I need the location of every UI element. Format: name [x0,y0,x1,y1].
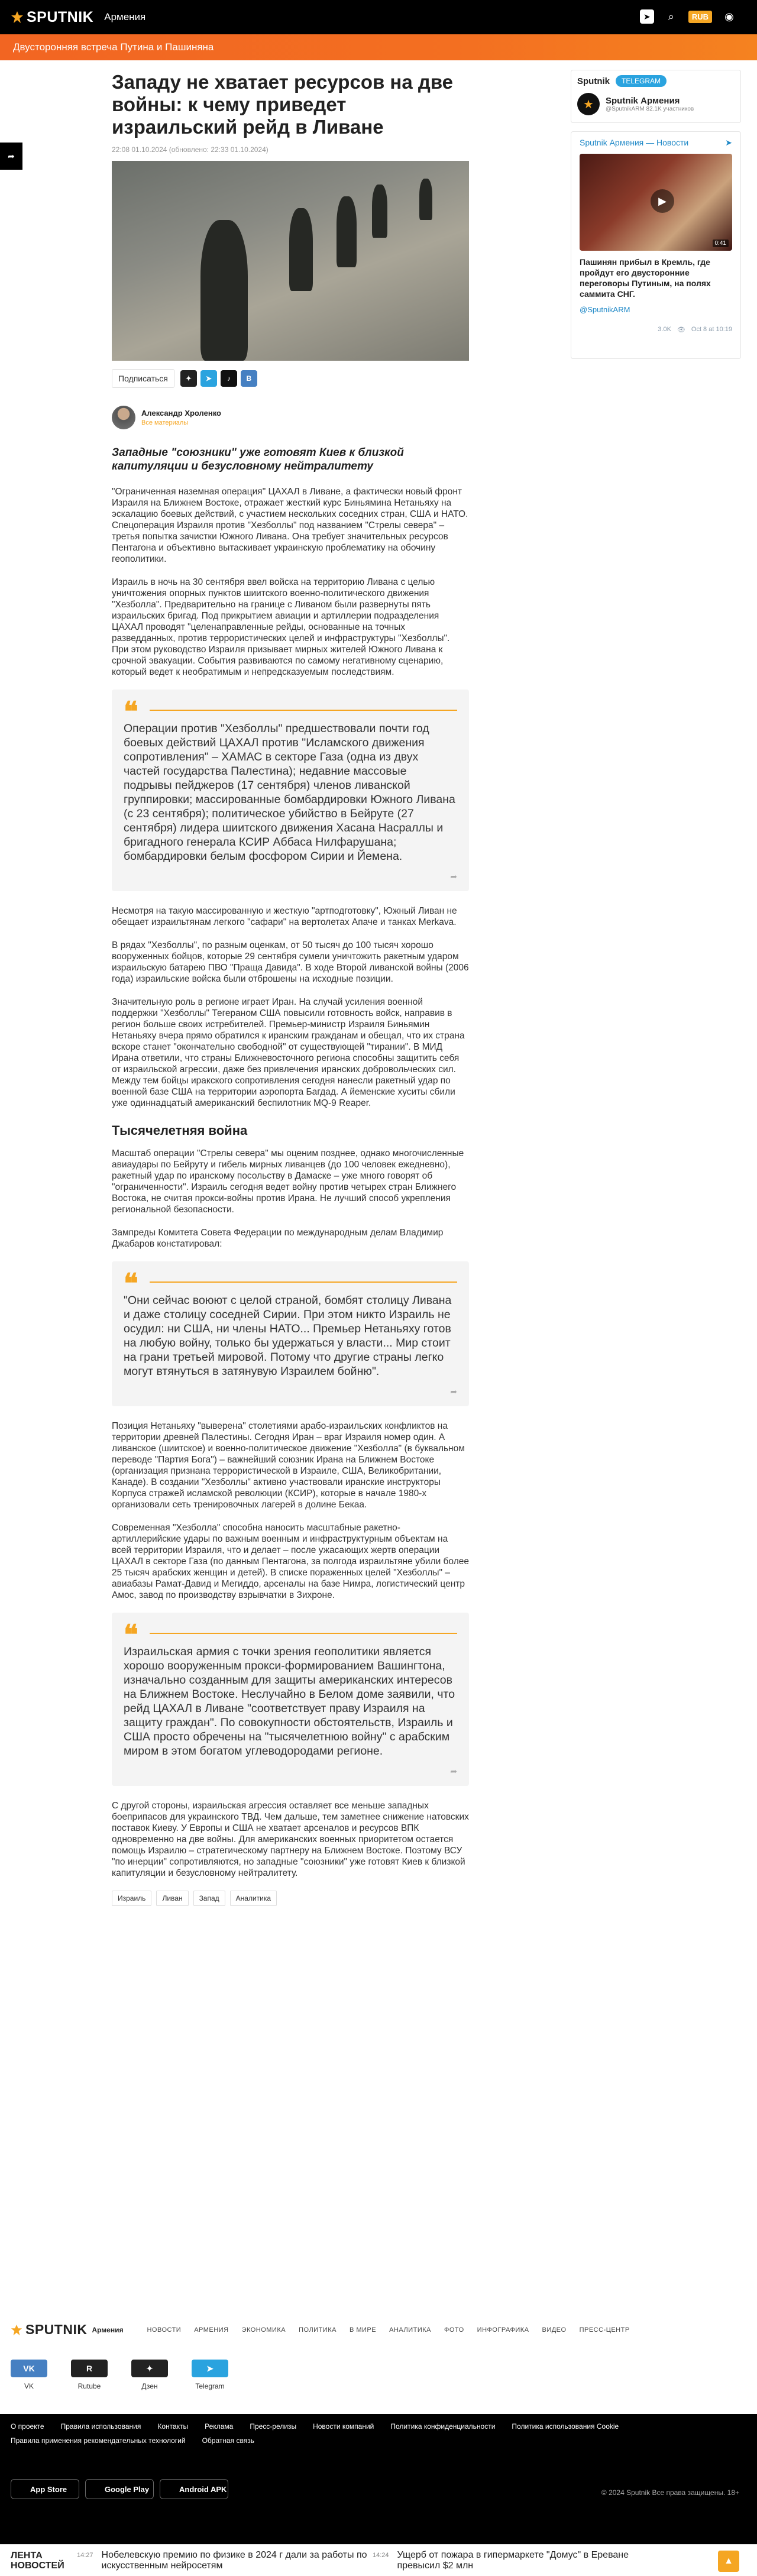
tag[interactable]: Аналитика [230,1891,277,1906]
footer-link[interactable]: Реклама [205,2422,234,2431]
user-icon[interactable]: ◉ [724,10,734,22]
footer-link[interactable]: Обратная связь [202,2436,254,2445]
footer-menu-item[interactable]: НОВОСТИ [147,2326,182,2334]
channel-subscribers: @SputnikARM 82.1K участников [606,106,694,112]
feed-video[interactable] [580,154,732,251]
app-rutube[interactable]: R Rutube [71,2360,108,2390]
footer-link[interactable]: Политика конфиденциальности [390,2422,496,2431]
telegram-feed-widget [571,131,741,359]
author-name[interactable]: Александр Хроленко [141,409,221,418]
sputnik-logo[interactable]: SPUTNIK [11,9,93,26]
paragraph: Значительную роль в регионе играет Иран. На случай усиления военной поддержки "Хезболлы" Тегераном США повысили готовность войск, направив в регион больше своих истребителей. Премьер-министр Израиля Биньямин Нетаньяху вчера прямо обратился к иранским гражданам и обещал, что их страна вскоре станет "окончательно свободной" от существующей "тирании". В МИД Ирана ответили, что страны Ближневосточного региона способны защитить себя от израильской агрессии, даже без привлечения иранских добровольческих сил. Между тем бойцы иракского сопротивления сегодня нанесли ракетный удар по военной базе США на территории аэропорта Багдад. А йеменские хуситы сбили уже одиннадцатый американский беспилотник MQ-9 Reaper. [112,997,465,1108]
paragraph: Масштаб операции "Стрелы севера" мы оценим позднее, однако многочисленные авиаудары по Бейруту и гибель мирных ливанцев (до 100 человек ежедневно), ракетный удар по иранскому посольству в Дамаске – уже много говорят об "ограниченности". Израиль сегодня ведет войну против четырех стран Ближнего Востока, не считая прокси-войны против Ирана. Не лучший способ укрепления региональной безопасности. [112,1148,464,1215]
channel-avatar: ★ [577,93,600,115]
tag[interactable]: Запад [193,1891,225,1906]
widget-brand: Sputnik [577,76,610,86]
video-duration: 0:41 [713,240,729,247]
footer-link[interactable]: Пресс-релизы [250,2422,297,2431]
dzen-icon[interactable]: ✦ [180,370,197,387]
paragraph: Несмотря на такую массированную и жесткую "артподготовку", Южный Ливан не обещает израильтянам легкого "сафари" на вертолетах Апаче и танках Merkava. [112,906,457,927]
paragraph: Зампреды Комитета Совета Федерации по международным делам Владимир Джабаров констатировал: [112,1228,444,1249]
copyright: © 2024 Sputnik Все права защищены. 18+ [601,2488,739,2497]
section-heading: Тысячелетняя война [112,1123,248,1138]
footer-link[interactable]: Политика использования Cookie [512,2422,619,2431]
views-count: 3.0K [658,326,671,333]
author-block[interactable] [112,406,469,429]
ticker-item[interactable]: 14:24 Ущерб от пожара в гипермаркете "Домус" в Ереване превысил $2 млн [373,2549,629,2571]
app-store-badge[interactable]: App Store [11,2479,79,2499]
app-dzen[interactable]: ✦ Дзен [131,2360,168,2390]
tag[interactable]: Израиль [112,1891,151,1906]
post-time[interactable]: Oct 8 at 10:19 [691,326,732,333]
tag-list [112,1891,469,1906]
paragraph: "Ограниченная наземная операция" ЦАХАЛ в Ливане, а фактически новый фронт Израиля на Ближнем Востоке, отражает жесткий курс Биньямина Нетаньяху на эскалацию боевых действий, с участием нескольких соседних стран, США и НАТО. Спецоперация Израиля против "Хезболлы" под названием "Стрелы севера" – третья попытка зачистки Южного Ливана. Она требует значительных ресурсов Пентагона и объективно вытаскивает украинскую проблематику на обочину геополитики. [112,487,468,564]
app-telegram[interactable]: ➤ Telegram [192,2360,228,2390]
quote-text: Израильская армия с точки зрения геополитики является хорошо вооруженным прокси-формированием Вашингтона, изначально созданным для защиты американских интересов на Ближнем Востоке. Неслучайно в Белом доме заявили, что рейд ЦАХАЛ в Ливане "соответствует праву Израиля на защиту граждан". По совокупности обстоятельств, Израиль и США просто обречены на "тысячелетнюю войну" с арабским миром в этом богатом углеводородами регионе. [124,1645,455,1758]
avatar [112,406,135,429]
tiktok-icon[interactable]: ♪ [221,370,237,387]
region-label[interactable]: Армения [104,11,146,22]
footer-menu-item[interactable]: В МИРЕ [349,2326,377,2334]
footer-menu-item[interactable]: ПОЛИТИКА [299,2326,337,2334]
ticker-item[interactable]: 14:27 Нобелевскую премию по физике в 2024 г дали за работы по искусственным нейросетям [77,2549,367,2571]
footer-link[interactable]: Контакты [157,2422,189,2431]
footer-menu-item[interactable]: АРМЕНИЯ [194,2326,229,2334]
feed-text: Пашинян прибыл в Кремль, где пройдут его двусторонние переговоры Путиным, на полях саммита СНГ. [580,257,711,299]
footer-logo[interactable]: SPUTNIK [11,2322,87,2338]
telegram-icon[interactable]: ➤ [192,2360,228,2377]
quote-block [112,1261,469,1406]
footer-link[interactable]: О проекте [11,2422,44,2431]
top-bar [0,0,757,34]
paragraph: С другой стороны, израильская агрессия оставляет все меньше западных боеприпасов для украинского ТВД. Чем дальше, тем заметнее снижение натовских поставок Киеву. У Европы и США не хватает арсеналов и ресурсов ВПК одновременно на две войны. Для американских военных приоритетом остается помощь Израилю – стратегическому партнеру на Ближнем Востоке. Поэтому ВСУ "по инерции" сопротивляются, но западные "союзники" уже готовят Киев к близкой капитуляции и безусловному нейтралитету. [112,1801,469,1878]
eye-icon: 👁 [677,326,685,334]
telegram-channel-widget[interactable] [571,70,741,123]
app-vk[interactable]: VK VK [11,2360,47,2390]
quote-block [112,690,469,891]
footer-menu-item[interactable]: ПРЕСС-ЦЕНТР [579,2326,630,2334]
feed-link[interactable]: @SputnikARM [580,305,630,314]
share-icon[interactable]: ➦ [450,872,457,881]
article-title: Западу не хватает ресурсов на две войны: к чему приведет израильский рейд в Ливане [112,71,454,138]
chevron-up-icon[interactable]: ▲ [718,2551,739,2572]
article-lead: Западные "союзники" уже готовят Киев к близкой капитуляции и безусловному нейтралитету [112,446,404,473]
footer-menu-item[interactable]: ВИДЕО [542,2326,567,2334]
footer-menu-item[interactable]: АНАЛИТИКА [389,2326,431,2334]
news-ticker [0,2544,757,2576]
telegram-icon[interactable]: ➤ [725,138,732,147]
search-icon[interactable]: ⌕ [668,10,674,22]
footer-link[interactable]: Правила применения рекомендательных технологий [11,2436,186,2445]
quote-block [112,1613,469,1786]
telegram-icon[interactable]: ➤ [640,9,654,24]
quote-text: "Они сейчас воюют с целой страной, бомбят столицу Ливана и даже столицу соседней Сирии. При этом никто Израиль не осудил: ни США, ни члены НАТО... Премьер Нетаньяху готов на любую войну, только бы удержаться у власти... Мир стоит на грани третьей мировой. Потому что другие страны легко могут втянуться в затянувую Израилем бойню". [124,1294,452,1378]
quote-text: Операции против "Хезболлы" предшествовали почти год боевых действий ЦАХАЛ против "Исламского движения сопротивления" – ХАМАС в секторе Газа (одна из двух частей государства Палестина); недавние массовые подрывы пейджеров (17 сентября) членов ливанской группировки; массированные бомбардировки Южного Ливана (с 23 сентября); политическое убийство в Бейруте (27 сентября) лидера шиитского движения Хасана Насраллы и бригадного генерала КСИР Аббаса Нилфарушана; бомбардировки белым фосфором Сирии и Йемена. [124,722,455,863]
dzen-icon[interactable]: ✦ [131,2360,168,2377]
currency-badge[interactable]: RUB [688,11,712,23]
breaking-news-bar[interactable]: Двусторонняя встреча Путина и Пашиняна [0,34,757,60]
vk-icon[interactable]: В [241,370,257,387]
feed-title[interactable]: Sputnik Армения — Новости [580,138,689,147]
telegram-label[interactable]: TELEGRAM [616,75,667,87]
android-apk-badge[interactable]: Android APK [160,2479,228,2499]
paragraph: Позиция Нетаньяху "выверена" столетиями арабо-израильских конфликтов на территории древней Палестины. Сегодня Иран – враг Израиля номер один. А ливанское (шиитское) и военно-политическое движение "Хезболла" (в буквальном переводе "Партия Бога") – важнейший союзник Ирана на Ближнем Востоке (организация признана террористической в Израиле, США, Великобритании, Канаде). В создании "Хезболлы" активно участвовали иранские инструкторы Корпуса стражей исламской революции (КСИР), которые в начале 1980-х организовали сеть тренировочных лагерей в долине Бекаа. [112,1421,465,1510]
quote-icon: ❝ [124,1619,138,1651]
hero-image [112,161,469,361]
share-toggle-icon[interactable]: ➦ [0,143,22,170]
quote-icon: ❝ [124,695,138,727]
footer-menu-item[interactable]: ЭКОНОМИКА [241,2326,286,2334]
footer-link[interactable]: Новости компаний [313,2422,374,2431]
author-all-materials[interactable]: Все материалы [141,419,189,426]
footer-link[interactable]: Правила использования [60,2422,141,2431]
footer-menu-item[interactable]: ФОТО [444,2326,464,2334]
vk-icon[interactable]: VK [11,2360,47,2377]
telegram-share-icon[interactable]: ➤ [200,370,217,387]
share-icon[interactable]: ➦ [450,1387,457,1396]
article [112,71,469,1906]
tag[interactable]: Ливан [156,1891,188,1906]
google-play-badge[interactable]: Google Play [85,2479,154,2499]
quote-icon: ❝ [124,1267,138,1299]
play-icon[interactable]: ▶ [651,189,674,213]
footer [0,2312,757,2576]
paragraph: Современная "Хезболла" способна наносить масштабные ракетно-артиллерийские удары по важным военным и инфраструктурным объектам на всей территории Израиля, что и делает – после ужасающих жертв операции ЦАХАЛ в секторе Газа (по данным Пентагона, за полгода израильтяне убили более 25 тысяч арабских женщин и детей). В списке пораженных целей "Хезболлы" – авиабазы Рамат-Давид и Мегиддо, арсеналы на базе Нимра, логистический центр Амос, завод по производству взрывчатки в Зихроне. [112,1523,470,1600]
rutube-icon[interactable]: R [71,2360,108,2377]
subscribe-button[interactable]: Подписаться [112,369,174,388]
paragraph: В рядах "Хезболлы", по разным оценкам, от 50 тысяч до 100 тысяч хорошо вооруженных бойцов, которые 29 сентября сумели уничтожить ракетным ударом израильскую батарею ПВО "Праща Давида". В ходе Второй ливанской войны (2006 года) израильские войска были отброшены на исходные позиции. [112,940,469,984]
ticker-label[interactable]: ЛЕНТА НОВОСТЕЙ [11,2550,64,2571]
paragraph: Израиль в ночь на 30 сентября ввел войска на территорию Ливана с целью уничтожения опорных пунктов шиитского военно-политического движения "Хезболла". Предварительно на границе с Ливаном были развернуты пять израильских бригад. Под прикрытием авиации и артиллерии подразделения ЦАХАЛ проводят "целенаправленные рейды, основанные на точных разведданных, против террористических целей и инфраструктуры "Хезболлы". При этом руководство Израиля призывает мирных жителей Южного Ливана к срочной эвакуации. События развиваются по самому негативному сценарию, который ведет к необратимым и непредсказуемым последствиям. [112,577,450,677]
article-meta: 22:08 01.10.2024 (обновлено: 22:33 01.10.2024) [112,145,268,154]
footer-region: Армения [92,2325,124,2334]
share-icon[interactable]: ➦ [450,1766,457,1776]
channel-name[interactable]: Sputnik Армения [606,96,680,106]
footer-menu-item[interactable]: ИНФОГРАФИКА [477,2326,529,2334]
